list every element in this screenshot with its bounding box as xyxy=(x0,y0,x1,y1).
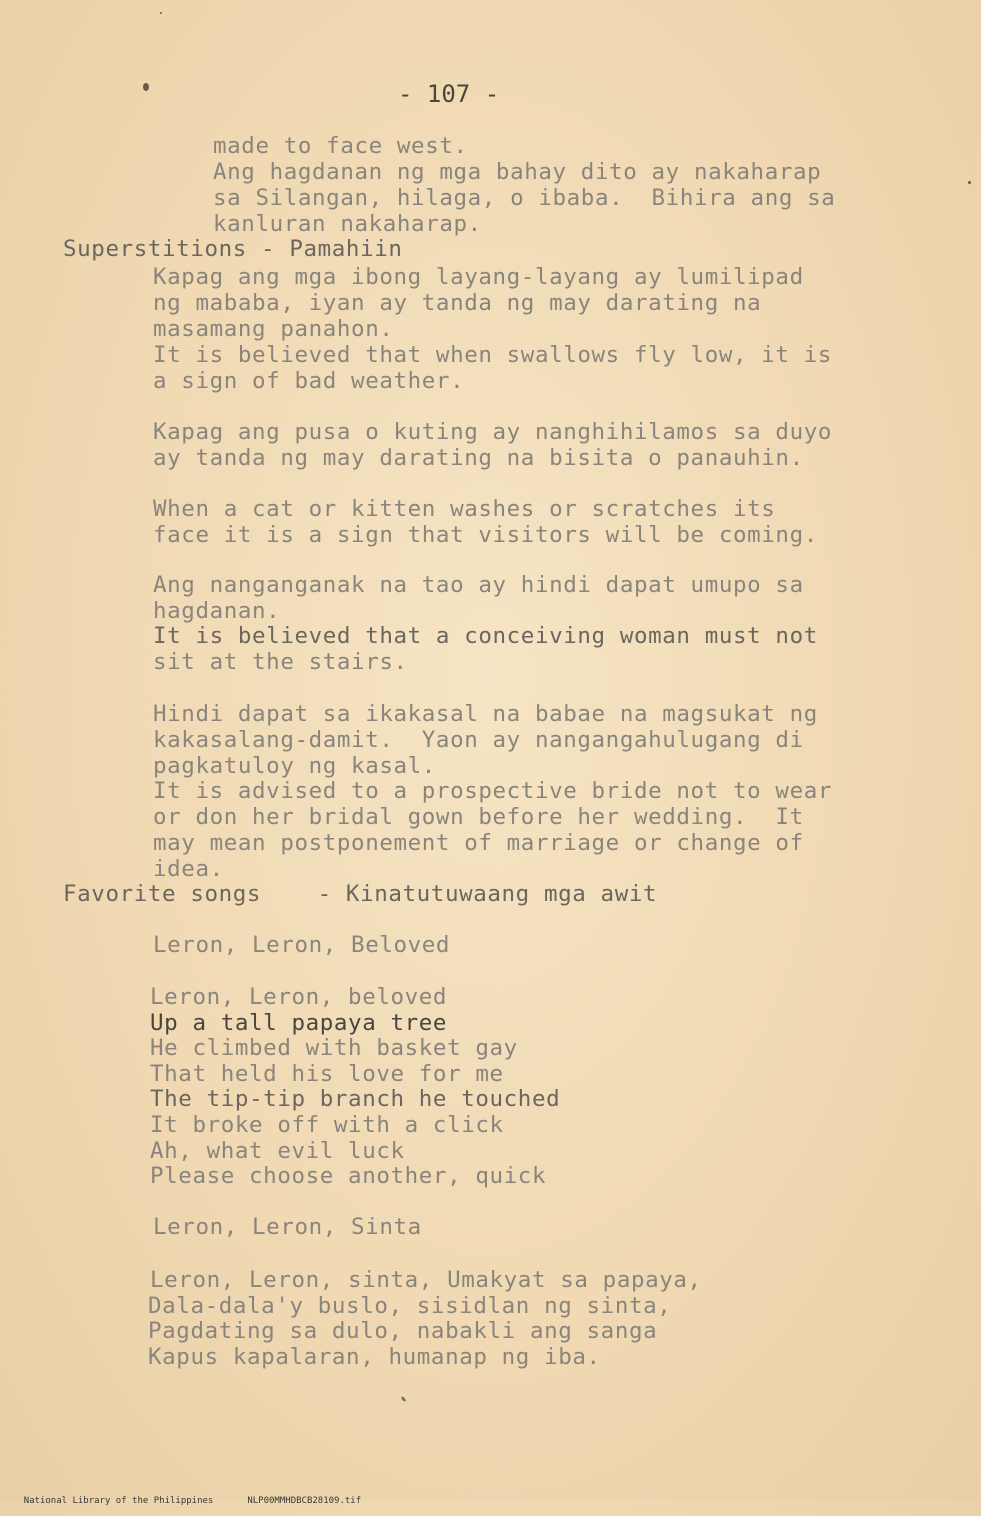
body-line: face it is a sign that visitors will be coming. xyxy=(153,522,818,548)
body-line: may mean postponement of marriage or change of xyxy=(153,830,804,856)
song-line: Leron, Leron, beloved xyxy=(150,984,448,1010)
song-line: Leron, Leron, sinta, Umakyat sa papaya, xyxy=(150,1267,702,1293)
body-line: ay tanda ng may darating na bisita o panauhin. xyxy=(153,445,804,471)
body-line: or don her bridal gown before her wedding. It xyxy=(153,804,804,830)
body-line: kakasalang-damit. Yaon ay nangangahulugang di xyxy=(153,727,804,753)
body-line: pagkatuloy ng kasal. xyxy=(153,753,436,779)
song-line: The tip-tip branch he touched xyxy=(150,1086,561,1112)
ink-speck xyxy=(968,181,971,184)
body-line: Kapag ang mga ibong layang-layang ay lumilipad xyxy=(153,264,804,290)
body-line: Kapag ang pusa o kuting ay nanghihilamos sa duyo xyxy=(153,419,833,445)
body-line: It is believed that when swallows fly low, it is xyxy=(153,342,833,368)
scan-filename: NLP00MMHDBCB28109.tif xyxy=(247,1496,362,1506)
song-line: Dala-dala'y buslo, sisidlan ng sinta, xyxy=(148,1293,672,1319)
body-line: kanluran nakaharap. xyxy=(213,211,482,237)
body-line: idea. xyxy=(153,856,224,882)
page-number: - 107 - xyxy=(398,80,500,108)
body-line: sa Silangan, hilaga, o ibaba. Bihira ang sa xyxy=(213,185,836,211)
song-line: Up a tall papaya tree xyxy=(150,1010,448,1036)
song-line: Pagdating sa dulo, nabakli ang sanga xyxy=(148,1318,658,1344)
body-line: masamang panahon. xyxy=(153,316,394,342)
song-line: He climbed with basket gay xyxy=(150,1035,518,1061)
ink-speck xyxy=(160,12,162,14)
pencil-mark xyxy=(400,1396,406,1403)
song-line: Kapus kapalaran, humanap ng iba. xyxy=(148,1344,601,1370)
body-line: It is believed that a conceiving woman must not xyxy=(153,623,818,649)
section-heading: Favorite songs - Kinatutuwaang mga awit xyxy=(63,881,658,907)
body-line: Hindi dapat sa ikakasal na babae na magsukat ng xyxy=(153,701,818,727)
body-line: Ang nanganganak na tao ay hindi dapat umupo sa xyxy=(153,572,804,598)
song-title: Leron, Leron, Sinta xyxy=(153,1214,422,1240)
ink-spot xyxy=(143,83,149,91)
body-line: When a cat or kitten washes or scratches its xyxy=(153,496,776,522)
body-line: a sign of bad weather. xyxy=(153,368,465,394)
section-heading: Superstitions - Pamahiin xyxy=(63,236,403,262)
body-line: sit at the stairs. xyxy=(153,649,408,675)
song-title: Leron, Leron, Beloved xyxy=(153,932,451,958)
body-line: made to face west. xyxy=(213,133,468,159)
song-line: That held his love for me xyxy=(150,1061,504,1087)
song-line: It broke off with a click xyxy=(150,1112,504,1138)
body-line: hagdanan. xyxy=(153,598,281,624)
body-line: It is advised to a prospective bride not to wear xyxy=(153,778,833,804)
song-line: Ah, what evil luck xyxy=(150,1138,405,1164)
body-line: ng mababa, iyan ay tanda ng may darating na xyxy=(153,290,762,316)
scan-footer xyxy=(2,1486,395,1516)
body-line: Ang hagdanan ng mga bahay dito ay nakaharap xyxy=(213,159,822,185)
song-line: Please choose another, quick xyxy=(150,1163,547,1189)
library-credit: National Library of the Philippines xyxy=(23,1496,214,1506)
